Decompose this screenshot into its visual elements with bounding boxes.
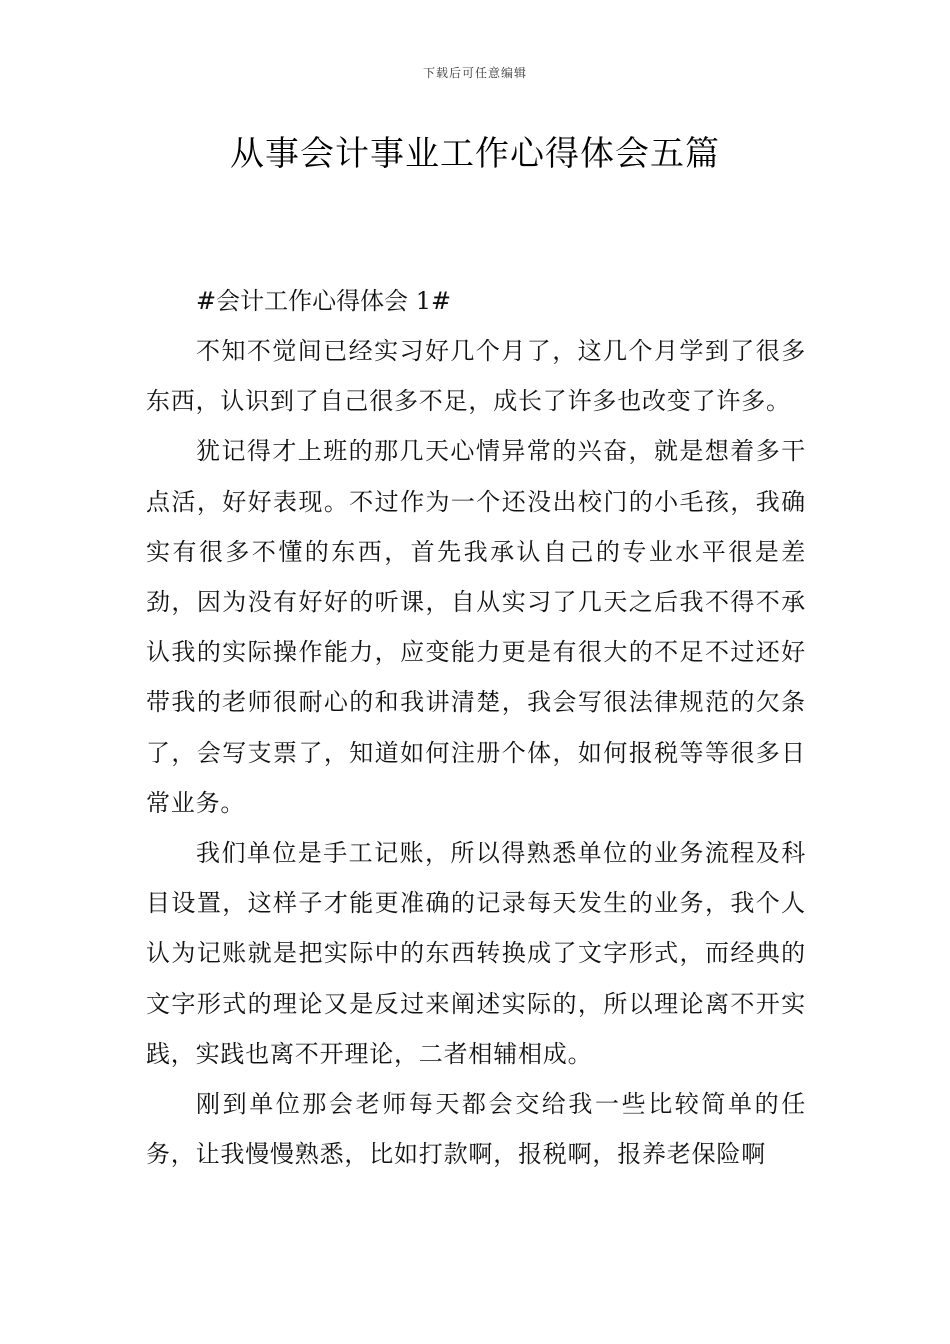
paragraph-1: 不知不觉间已经实习好几个月了，这几个月学到了很多东西，认识到了自己很多不足，成长了许多也改变了许多。 <box>146 337 806 416</box>
paragraph-2: 犹记得才上班的那几天心情异常的兴奋，就是想着多干点活，好好表现。不过作为一个还没出校门的小毛孩，我确实有很多不懂的东西，首先我承认自己的专业水平很是差劲，因为没有好好的听课，自从实习了几天之后我不得不承认我的实际操作能力，应变能力更是有很大的不足不过还好带我的老师很耐心的和我讲清楚，我会写很法律规范的欠条了，会写支票了，知道如何注册个体，如何报税等等很多日常业务。 <box>146 437 806 817</box>
paragraph-3: 我们单位是手工记账，所以得熟悉单位的业务流程及科目设置，这样子才能更准确的记录每天发生的业务，我个人认为记账就是把实际中的东西转换成了文字形式，而经典的文字形式的理论又是反过来阐述实际的，所以理论离不开实践，实践也离不开理论，二者相辅相成。 <box>146 839 806 1068</box>
document-title: 从事会计事业工作心得体会五篇 <box>230 134 720 174</box>
section-heading: #会计工作心得体会 1# <box>196 287 452 315</box>
paragraph-4: 刚到单位那会老师每天都会交给我一些比较简单的任务，让我慢慢熟悉，比如打款啊，报税啊，报养老保险啊 <box>146 1090 806 1169</box>
header-note: 下载后可任意编辑 <box>422 66 527 80</box>
document-body <box>146 276 806 1179</box>
